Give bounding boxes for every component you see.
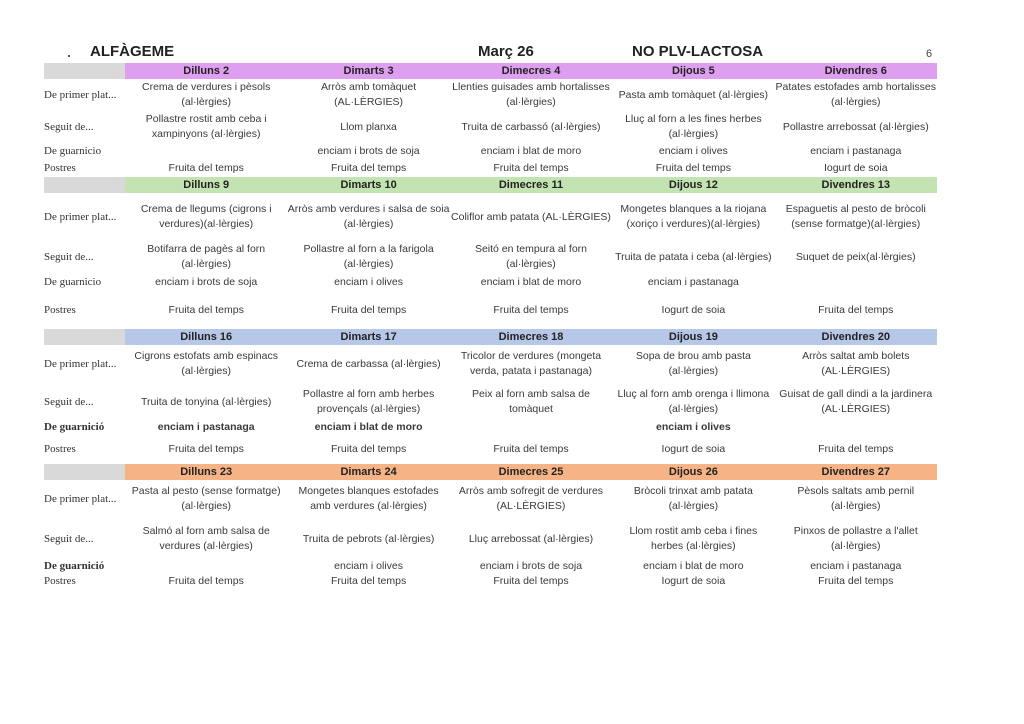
- menu-cell: Fruita del temps: [493, 303, 569, 316]
- meal-row-postres: [44, 434, 937, 464]
- week-block-2: [44, 177, 937, 329]
- day-header: Dimecres 11: [450, 177, 612, 193]
- day-header: Divendres 13: [775, 177, 937, 193]
- meal-row-seguit-de: [44, 111, 937, 143]
- meal-row-seguit-de: [44, 518, 937, 560]
- menu-cell: Fruita del temps: [168, 442, 244, 455]
- day-header: Dimecres 25: [450, 464, 612, 480]
- menu-cell: Fruita del temps: [330, 442, 407, 455]
- menu-cell: Crema de carbassa (al·lèrgies): [296, 357, 441, 370]
- menu-cell: Bròcoli trinxat amb patata (al·lèrgies): [633, 485, 753, 512]
- day-header: Dimarts 24: [287, 464, 449, 480]
- menu-cell: enciam i brots de soja: [155, 275, 258, 288]
- page-header: [0, 43, 1024, 63]
- menu-cell: enciam i pastanaga: [810, 144, 902, 157]
- row-label: De primer plat...: [44, 210, 117, 223]
- week-header-band: [44, 329, 937, 345]
- menu-cell: Fruita del temps: [493, 574, 569, 587]
- meal-row-seguit-de: [44, 383, 937, 421]
- band-label-spacer: [44, 63, 125, 79]
- day-header: Divendres 27: [775, 464, 937, 480]
- menu-month: Març 26: [478, 43, 534, 60]
- menu-cell: enciam i pastanaga: [647, 275, 739, 288]
- menu-cell: Peix al forn amb salsa de tomàquet: [472, 388, 590, 415]
- menu-cell: Fruita del temps: [493, 161, 569, 174]
- row-label: De primer plat...: [44, 88, 117, 101]
- meal-row-guarnicio: [44, 273, 937, 291]
- row-label: Postres: [44, 574, 76, 587]
- row-label: De guarnició: [44, 421, 105, 433]
- menu-cell: enciam i blat de moro: [480, 144, 582, 157]
- menu-cell: Fruita del temps: [655, 161, 731, 174]
- menu-cell: Iogurt de soia: [661, 442, 726, 455]
- band-label-spacer: [44, 329, 125, 345]
- menu-cell: Iogurt de soia: [661, 303, 726, 316]
- meal-row-primer-plat: [44, 345, 937, 383]
- day-header: Dijous 19: [612, 329, 774, 345]
- menu-cell: Fruita del temps: [818, 303, 894, 316]
- menu-cell: Fruita del temps: [330, 303, 407, 316]
- menu-cell: enciam i olives: [658, 144, 728, 157]
- row-label: De primer plat...: [44, 492, 117, 505]
- menu-cell: Crema de verdures i pèsols (al·lèrgies): [142, 81, 271, 108]
- menu-cell: Mongetes blanques a la riojana (xoriço i verdures)(al·lèrgies): [620, 203, 767, 230]
- week-block-1: [44, 63, 937, 177]
- menu-cell: Arròs saltat amb bolets (AL·LÈRGIES): [802, 350, 910, 377]
- menu-cell: enciam i blat de moro: [643, 560, 744, 572]
- meal-row-guarnicio: [44, 560, 937, 573]
- menu-cell: Iogurt de soia: [661, 574, 726, 587]
- day-header: Divendres 20: [775, 329, 937, 345]
- menu-cell: Pollastre arrebossat (al·lèrgies): [782, 120, 929, 133]
- menu-cell: enciam i brots de soja: [479, 560, 583, 572]
- menu-cell: enciam i pastanaga: [810, 560, 902, 572]
- menu-cell: enciam i olives: [334, 560, 404, 572]
- day-header: Dijous 26: [612, 464, 774, 480]
- menu-cell: Crema de llegums (cigrons i verdures)(al·lèrgies): [140, 203, 272, 230]
- menu-cell: Fruita del temps: [818, 442, 894, 455]
- menu-cell: Coliflor amb patata (AL·LÈRGIES): [451, 210, 611, 223]
- day-header: Dilluns 16: [125, 329, 287, 345]
- menu-cell: Fruita del temps: [168, 161, 244, 174]
- meal-row-primer-plat: [44, 480, 937, 518]
- meal-row-postres: [44, 573, 937, 589]
- menu-cell: enciam i olives: [656, 421, 731, 433]
- menu-cell: Pollastre al forn a la farigola (al·lèrgies): [303, 243, 434, 270]
- menu-cell: Truita de carbassó (al·lèrgies): [461, 120, 601, 133]
- row-label: Postres: [44, 161, 76, 174]
- day-header: Dilluns 23: [125, 464, 287, 480]
- meal-row-primer-plat: [44, 79, 937, 111]
- row-label: Seguit de...: [44, 532, 94, 545]
- menu-cell: Pollastre rostit amb ceba i xampinyons (al·lèrgies): [145, 113, 267, 140]
- meal-row-guarnicio: [44, 143, 937, 159]
- row-label: Seguit de...: [44, 395, 94, 408]
- menu-cell: Cigrons estofats amb espinacs (al·lèrgies): [134, 350, 278, 377]
- row-label: Postres: [44, 442, 76, 455]
- row-label: De primer plat...: [44, 357, 117, 370]
- day-header: Dimecres 4: [450, 63, 612, 79]
- menu-cell: Fruita del temps: [493, 442, 569, 455]
- menu-cell: Espaguetis al pesto de bròcoli (sense formatge)(al·lèrgies): [785, 203, 926, 230]
- row-label: De guarnicio: [44, 144, 102, 157]
- week-header-band: [44, 177, 937, 193]
- menu-cell: Lluç al forn amb orenga i llimona (al·lèrgies): [617, 388, 770, 415]
- meal-row-primer-plat: [44, 193, 937, 241]
- menu-cell: Pèsols saltats amb pernil (al·lèrgies): [797, 485, 915, 512]
- day-header: Dijous 5: [612, 63, 774, 79]
- menu-cell: Fruita del temps: [818, 574, 894, 587]
- day-header: Dimarts 17: [287, 329, 449, 345]
- menu-cell: Pinxos de pollastre a l'allet (al·lèrgies): [793, 525, 918, 552]
- menu-cell: Truita de pebrots (al·lèrgies): [302, 532, 435, 545]
- menu-cell: Lluç arrebossat (al·lèrgies): [468, 532, 594, 545]
- row-label: Postres: [44, 303, 76, 316]
- menu-cell: enciam i pastanaga: [157, 421, 255, 433]
- menu-cell: Fruita del temps: [330, 574, 407, 587]
- menu-cell: Truita de patata i ceba (al·lèrgies): [615, 250, 772, 263]
- menu-cell: Patates estofades amb hortalisses (al·lèrgies): [775, 81, 937, 108]
- menu-cell: Salmó al forn amb salsa de verdures (al·lèrgies): [142, 525, 270, 552]
- menu-cell: Llom planxa: [340, 120, 397, 133]
- menu-cell: enciam i brots de soja: [317, 144, 420, 157]
- menu-cell: Arròs amb tomàquet (AL·LÈRGIES): [321, 81, 417, 108]
- brand-name: ALFÀGEME: [90, 43, 175, 60]
- menu-cell: Pollastre al forn amb herbes provençals (al·lèrgies): [302, 388, 435, 415]
- band-label-spacer: [44, 464, 125, 480]
- day-header: Dijous 12: [612, 177, 774, 193]
- row-label: De guarnicio: [44, 275, 102, 288]
- menu-cell: Guisat de gall dindi a la jardinera (AL·LÈRGIES): [779, 388, 933, 415]
- page-number: 6: [926, 48, 933, 60]
- row-label: Seguit de...: [44, 250, 94, 263]
- day-header: Dilluns 9: [125, 177, 287, 193]
- menu-cell: enciam i olives: [334, 275, 404, 288]
- diet-type: NO PLV-LACTOSA: [632, 43, 764, 60]
- row-label: Seguit de...: [44, 120, 94, 133]
- meal-row-seguit-de: [44, 241, 937, 273]
- menu-cell: Llenties guisades amb hortalisses (al·lèrgies): [452, 81, 610, 108]
- meal-row-guarnicio: [44, 421, 937, 434]
- menu-cell: Fruita del temps: [168, 303, 244, 316]
- menu-cell: Arròs amb sofregit de verdures (AL·LÈRGIES): [458, 485, 604, 512]
- day-header: Divendres 6: [775, 63, 937, 79]
- menu-cell: Pasta al pesto (sense formatge)(al·lèrgies): [131, 485, 281, 512]
- meal-row-postres: [44, 291, 937, 329]
- meal-row-postres: [44, 159, 937, 177]
- menu-cell: Truita de tonyina (al·lèrgies): [141, 395, 272, 408]
- menu-cell: Fruita del temps: [168, 574, 244, 587]
- menu-cell: Arròs amb verdures i salsa de soia (al·lèrgies): [287, 203, 450, 230]
- menu-cell: enciam i blat de moro: [480, 275, 582, 288]
- menu-cell: Iogurt de soia: [823, 161, 888, 174]
- menu-table: [44, 63, 937, 589]
- menu-cell: enciam i blat de moro: [314, 421, 423, 433]
- menu-cell: Llom rostit amb ceba i fines herbes (al·lèrgies): [629, 525, 758, 552]
- menu-cell: Botifarra de pagès al forn (al·lèrgies): [147, 243, 266, 270]
- day-header: Dimecres 18: [450, 329, 612, 345]
- row-label: De guarnició: [44, 560, 105, 572]
- menu-cell: Fruita del temps: [330, 161, 407, 174]
- week-header-band: [44, 464, 937, 480]
- menu-cell: Mongetes blanques estofades amb verdures (al·lèrgies): [298, 485, 439, 512]
- menu-cell: Seitó en tempura al forn (al·lèrgies): [474, 243, 588, 270]
- menu-cell: Sopa de brou amb pasta (al·lèrgies): [635, 350, 751, 377]
- menu-cell: Suquet de peix(al·lèrgies): [795, 250, 916, 263]
- band-label-spacer: [44, 177, 125, 193]
- week-block-3: [44, 329, 937, 464]
- menu-cell: Tricolor de verdures (mongeta verda, patata i pastanaga): [460, 350, 602, 377]
- day-header: Dimarts 10: [287, 177, 449, 193]
- day-header: Dilluns 2: [125, 63, 287, 79]
- menu-cell: Lluç al forn a les fines herbes (al·lèrgies): [625, 113, 762, 140]
- day-header: Dimarts 3: [287, 63, 449, 79]
- menu-cell: Pasta amb tomàquet (al·lèrgies): [618, 88, 769, 101]
- week-block-4: [44, 464, 937, 589]
- week-header-band: [44, 63, 937, 79]
